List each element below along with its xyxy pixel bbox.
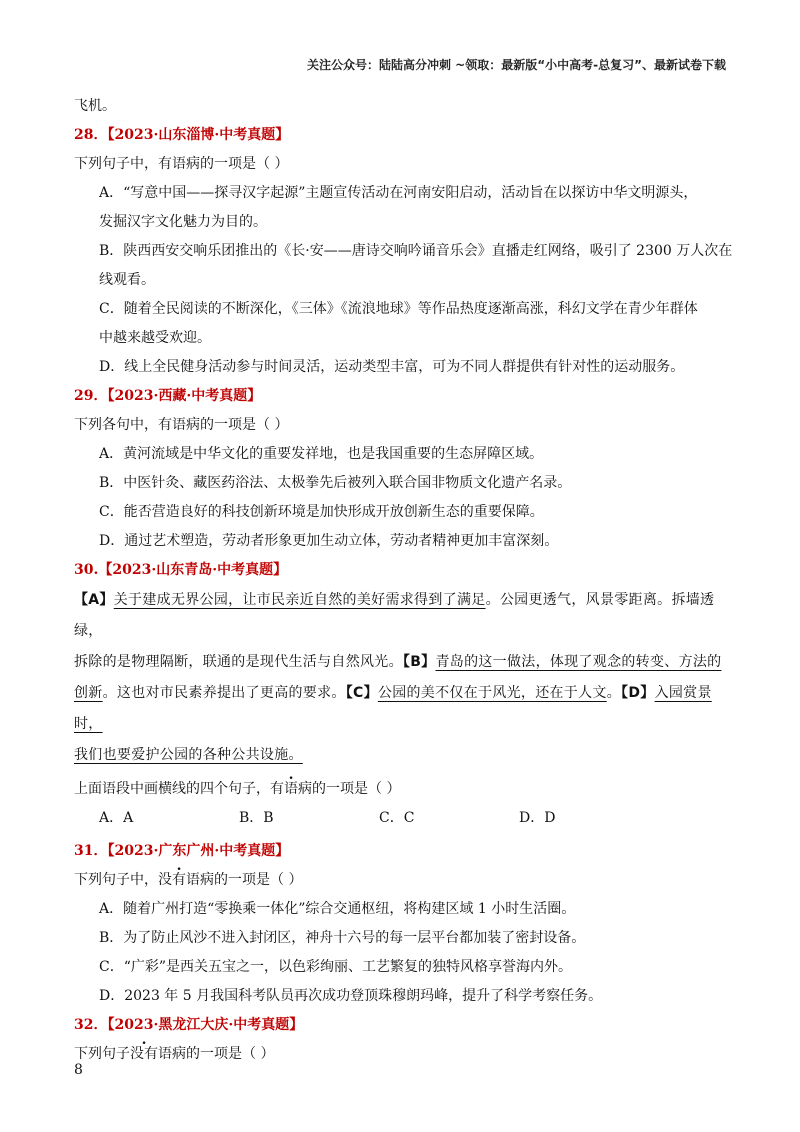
q29-option-d: D．通过艺术塑造，劳动者形象更加生动立体，劳动者精神更加丰富深刻。	[99, 533, 559, 549]
q31-option-d: D．2023 年 5 月我国科考队员再次成功登顶珠穆朗玛峰，提升了科学考察任务。	[99, 988, 603, 1004]
question-31-stem: 下列句子中，没有语病的一项是（ ）	[74, 872, 303, 888]
q31-option-a: A．随着广州打造“零换乘一体化”综合交通枢纽，将构建区域 1 小时生活圈。	[99, 901, 576, 917]
q28-option-c-line2: 中越来越受欢迎。	[99, 330, 211, 346]
q28-option-c-line1: C．随着全民阅读的不断深化，《三体》《流浪地球》等作品热度逐渐高涨，科幻文学在青少年群体	[99, 301, 698, 317]
q30-option-c: C．C	[379, 810, 415, 826]
question-32-heading: 32．【2023·黑龙江大庆·中考真题】	[74, 1017, 304, 1033]
q28-option-d: D．线上全民健身活动参与时间灵活，运动类型丰富，可为不同人群提供有针对性的运动服务。	[99, 359, 685, 375]
q31-option-c: C．“广彩”是西关五宝之一，以色彩绚丽、工艺繁复的独特风格享誉海内外。	[99, 959, 573, 975]
question-30-heading: 30.【2023·山东青岛·中考真题】	[74, 562, 288, 578]
question-28-stem: 下列句子中，有语病的一项是（ ）	[74, 156, 289, 172]
q30-option-d: D．D	[519, 810, 556, 826]
page-number: 8	[74, 1062, 83, 1078]
prev-question-tail: 飞机。	[74, 98, 116, 114]
q29-option-c: C．能否营造良好的科技创新环境是加快形成开放创新生态的重要保障。	[99, 504, 544, 520]
question-31-heading: 31．【2023·广东广州·中考真题】	[74, 843, 290, 859]
q28-option-a-line2: 发掘汉字文化魅力为目的。	[99, 214, 267, 230]
question-30-options	[74, 804, 726, 833]
q28-option-b-line2: 线观看。	[99, 272, 155, 288]
question-29-stem: 下列各句中，有语病的一项是（ ）	[74, 417, 289, 433]
page-body	[74, 92, 733, 1069]
q29-option-b: B．中医针灸、藏医药浴法、太极拳先后被列入联合国非物质文化遗产名录。	[99, 475, 572, 491]
q28-option-b-line1: B．陕西西安交响乐团推出的《长·安——唐诗交响吟诵音乐会》直播走红网络，吸引了 2300 万人次在	[99, 243, 733, 259]
question-30-passage: 【A】关于建成无界公园，让市民亲近自然的美好需求得到了满足。公园更透气，风景零距离。拆墙透绿， 拆除的是物理隔断，联通的是现代生活与自然风光。【B】青岛的这一做法，体现了观念的转变、方法的 创新。这也对市民素养提出了更高的要求。【C】公园的美不仅在于风光，还在于人文。【D】入园赏景时， 我们也要爱护公园的各种公共设施。	[74, 592, 722, 763]
question-29-heading: 29．【2023·西藏·中考真题】	[74, 388, 262, 404]
question-28-heading: 28．【2023·山东淄博·中考真题】	[74, 127, 290, 143]
q30-option-b: B．B	[239, 810, 274, 826]
page-header: 关注公众号：陆陆高分冲刺 ~领取：最新版“小中高考-总复习”、最新试卷下载	[307, 58, 726, 72]
q30-option-a: A．A	[99, 810, 134, 826]
q28-option-a-line1: A．“写意中国——探寻汉字起源”主题宣传活动在河南安阳启动，活动旨在以探访中华文明源头，	[99, 185, 698, 201]
question-32-stem: 下列句子没有语病的一项是（ ）	[74, 1046, 275, 1062]
q29-option-a: A．黄河流域是中华文化的重要发祥地，也是我国重要的生态屏障区域。	[99, 446, 544, 462]
q31-option-b: B．为了防止风沙不进入封闭区，神舟十六号的每一层平台都加装了密封设备。	[99, 930, 586, 946]
question-30-stem: 上面语段中画横线的四个句子，有语病的一项是（ ）	[74, 781, 401, 797]
